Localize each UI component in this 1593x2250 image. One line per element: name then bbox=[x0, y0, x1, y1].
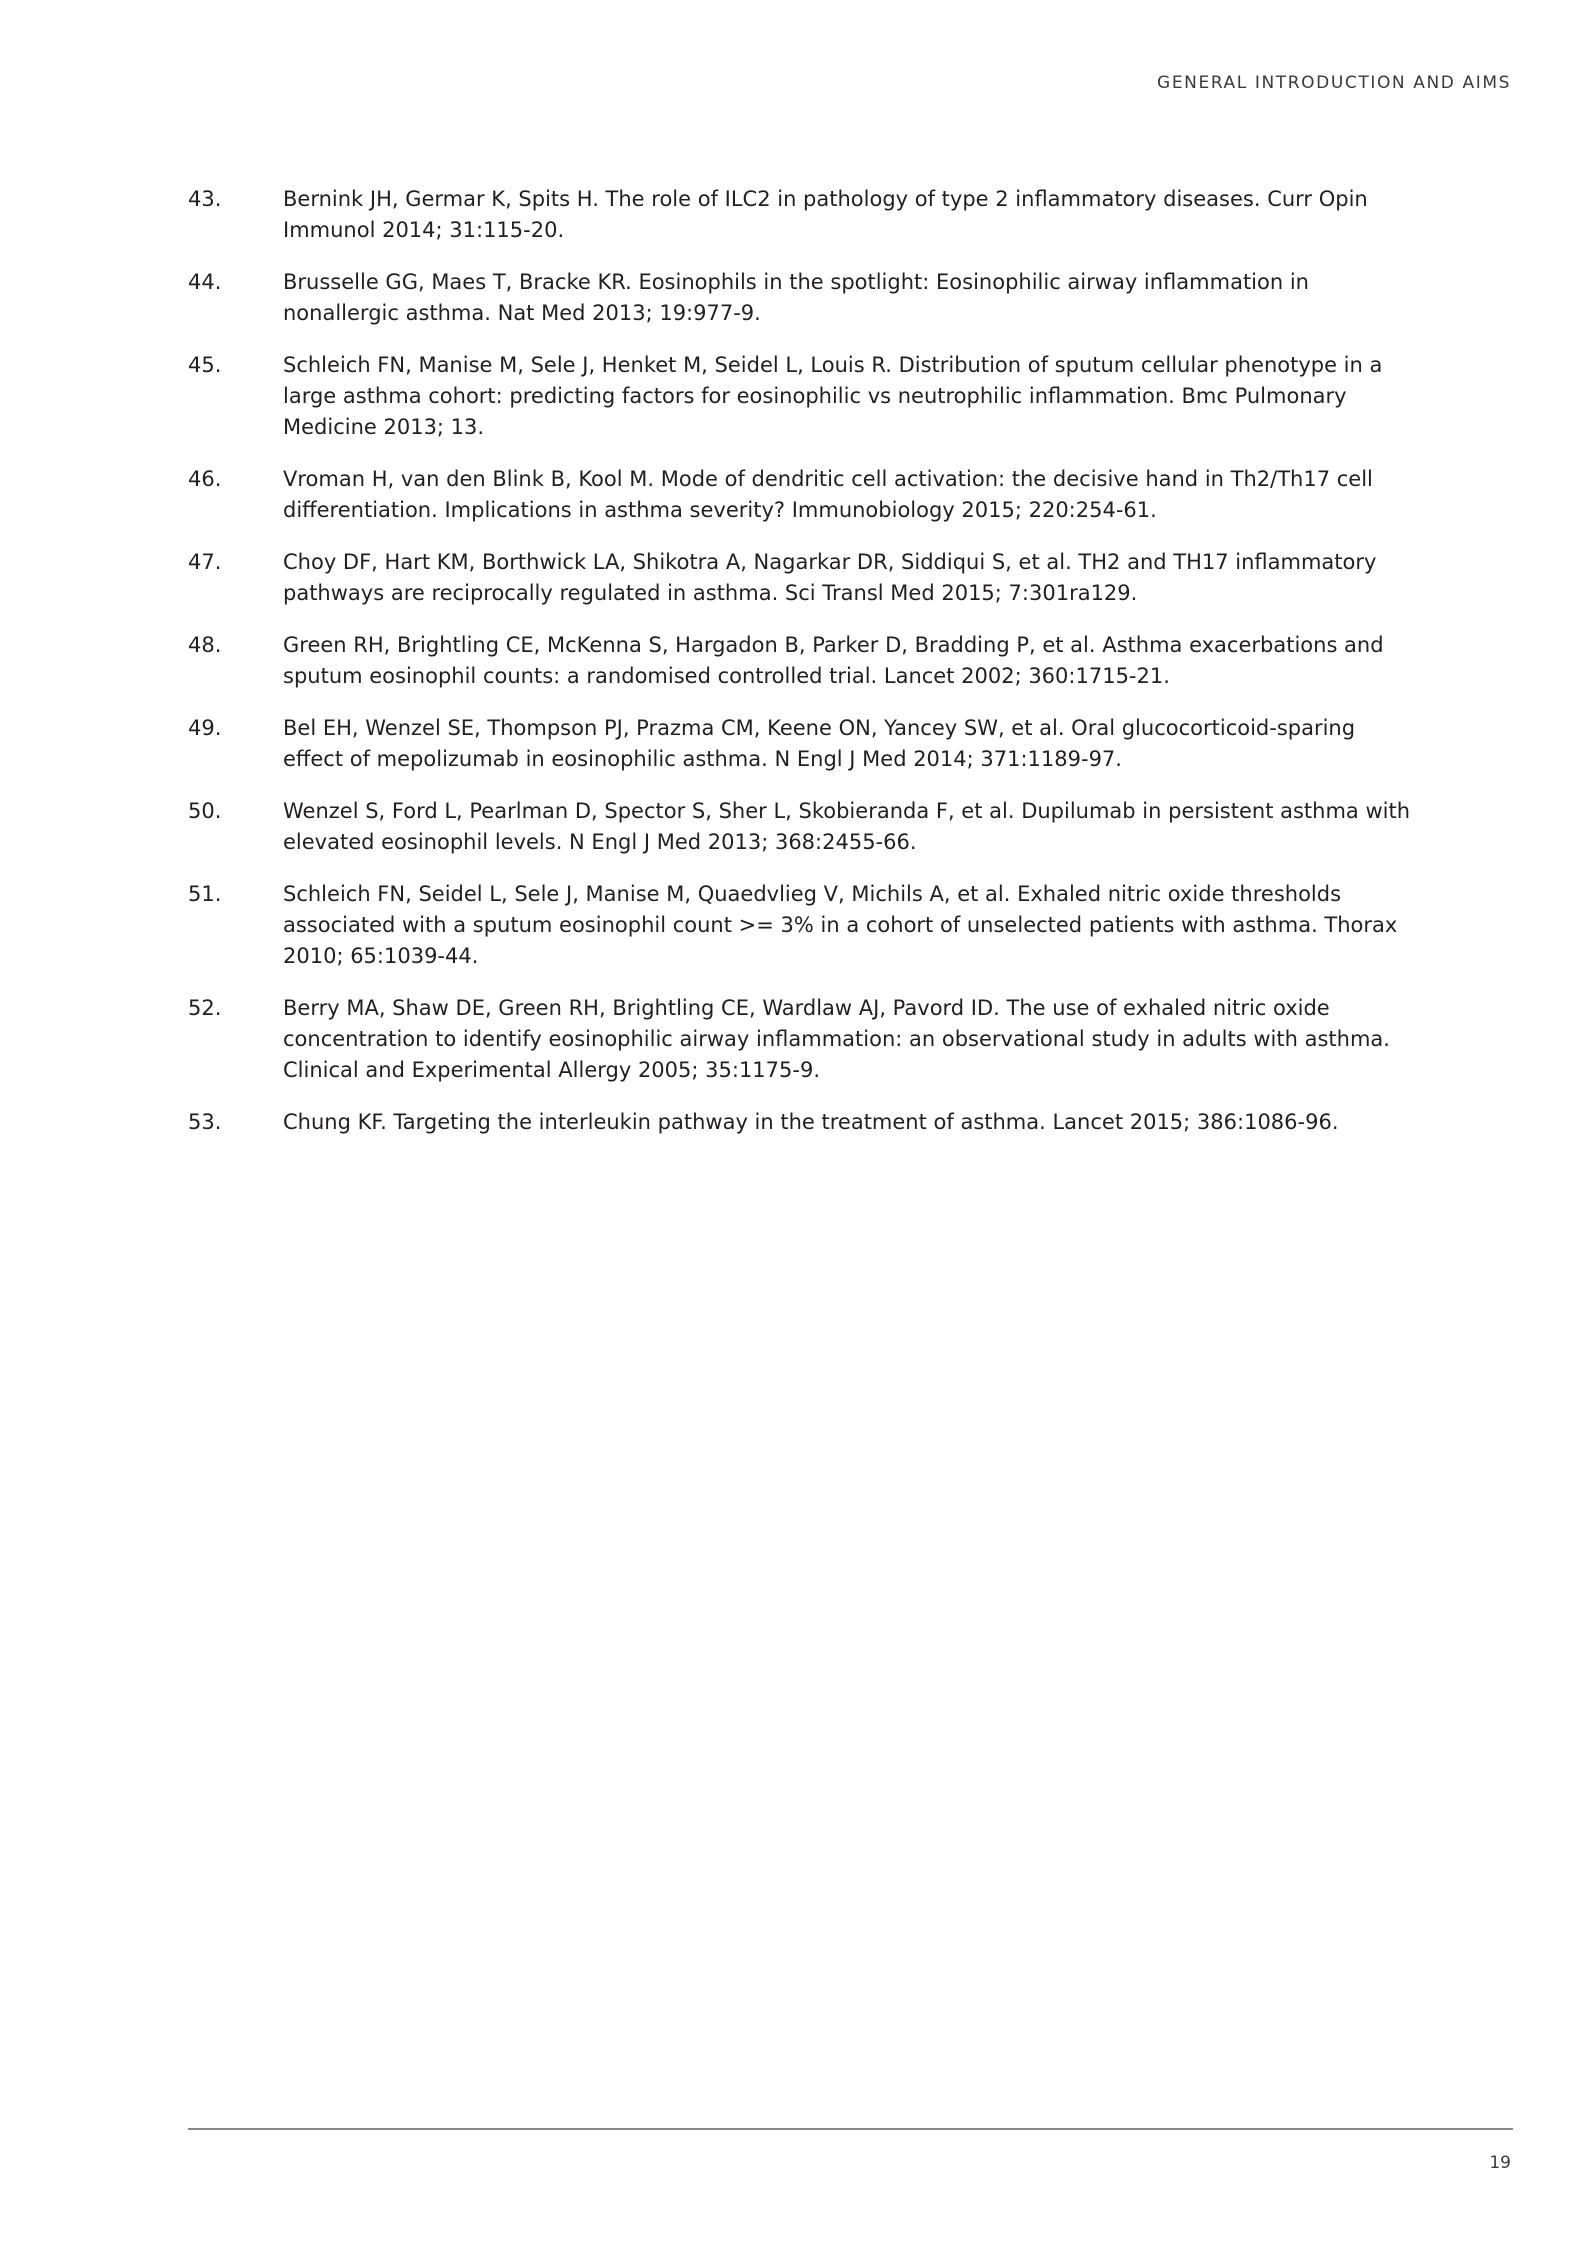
reference-item bbox=[188, 350, 1418, 443]
reference-number: 53. bbox=[188, 1110, 222, 1134]
reference-item bbox=[188, 796, 1418, 858]
reference-text: Vroman H, van den Blink B, Kool M. Mode of dendritic cell activation: the decisive hand in Th2/Th17 cell differentiation. Implications in asthma severity? Immunobiology 2015; 220:254-61. bbox=[283, 467, 1373, 522]
reference-number: 49. bbox=[188, 716, 222, 740]
reference-list bbox=[188, 184, 1418, 1159]
reference-number: 52. bbox=[188, 996, 222, 1020]
reference-number: 45. bbox=[188, 353, 222, 377]
reference-text: Bel EH, Wenzel SE, Thompson PJ, Prazma CM, Keene ON, Yancey SW, et al. Oral glucocorticoid-sparing effect of mepolizumab in eosinophilic asthma. N Engl J Med 2014; 371:1189-97. bbox=[283, 716, 1356, 771]
running-header: GENERAL INTRODUCTION AND AIMS bbox=[1157, 73, 1511, 93]
footer-divider bbox=[188, 2128, 1513, 2130]
reference-item bbox=[188, 184, 1418, 246]
reference-item bbox=[188, 547, 1418, 609]
reference-item bbox=[188, 1107, 1418, 1138]
reference-item bbox=[188, 464, 1418, 526]
reference-text: Bernink JH, Germar K, Spits H. The role of ILC2 in pathology of type 2 inflammatory diseases. Curr Opin Immunol 2014; 31:115-20. bbox=[283, 187, 1368, 242]
reference-number: 47. bbox=[188, 550, 222, 574]
reference-number: 51. bbox=[188, 882, 222, 906]
reference-text: Chung KF. Targeting the interleukin pathway in the treatment of asthma. Lancet 2015; 386:1086-96. bbox=[283, 1110, 1339, 1134]
reference-number: 48. bbox=[188, 633, 222, 657]
reference-text: Schleich FN, Manise M, Sele J, Henket M, Seidel L, Louis R. Distribution of sputum cellular phenotype in a large asthma cohort: predicting factors for eosinophilic vs neutrophilic inflammation. Bmc Pulmonary Medicine 2013; 13. bbox=[283, 353, 1383, 439]
reference-text: Green RH, Brightling CE, McKenna S, Hargadon B, Parker D, Bradding P, et al. Asthma exacerbations and sputum eosinophil counts: a randomised controlled trial. Lancet 2002; 360:1715-21. bbox=[283, 633, 1384, 688]
reference-text: Schleich FN, Seidel L, Sele J, Manise M, Quaedvlieg V, Michils A, et al. Exhaled nitric oxide thresholds associated with a sputum eosinophil count >= 3% in a cohort of unselected patients with asthma. Thorax 2010; 65:1039-44. bbox=[283, 882, 1398, 968]
reference-item bbox=[188, 713, 1418, 775]
reference-item bbox=[188, 630, 1418, 692]
reference-text: Brusselle GG, Maes T, Bracke KR. Eosinophils in the spotlight: Eosinophilic airway inflammation in nonallergic asthma. Nat Med 2013; 19:977-9. bbox=[283, 270, 1309, 325]
reference-text: Wenzel S, Ford L, Pearlman D, Spector S, Sher L, Skobieranda F, et al. Dupilumab in persistent asthma with elevated eosinophil levels. N Engl J Med 2013; 368:2455-66. bbox=[283, 799, 1411, 854]
page-number: 19 bbox=[1489, 2153, 1511, 2173]
reference-number: 50. bbox=[188, 799, 222, 823]
reference-number: 44. bbox=[188, 270, 222, 294]
reference-item bbox=[188, 993, 1418, 1086]
reference-item bbox=[188, 879, 1418, 972]
reference-item bbox=[188, 267, 1418, 329]
reference-text: Berry MA, Shaw DE, Green RH, Brightling CE, Wardlaw AJ, Pavord ID. The use of exhaled nitric oxide concentration to identify eosinophilic airway inflammation: an observational study in adults with asthma. Clinical and Experimental Allergy 2005; 35:1175-9. bbox=[283, 996, 1390, 1082]
reference-number: 43. bbox=[188, 187, 222, 211]
reference-text: Choy DF, Hart KM, Borthwick LA, Shikotra A, Nagarkar DR, Siddiqui S, et al. TH2 and TH17 inflammatory pathways are reciprocally regulated in asthma. Sci Transl Med 2015; 7:301ra129. bbox=[283, 550, 1377, 605]
reference-number: 46. bbox=[188, 467, 222, 491]
